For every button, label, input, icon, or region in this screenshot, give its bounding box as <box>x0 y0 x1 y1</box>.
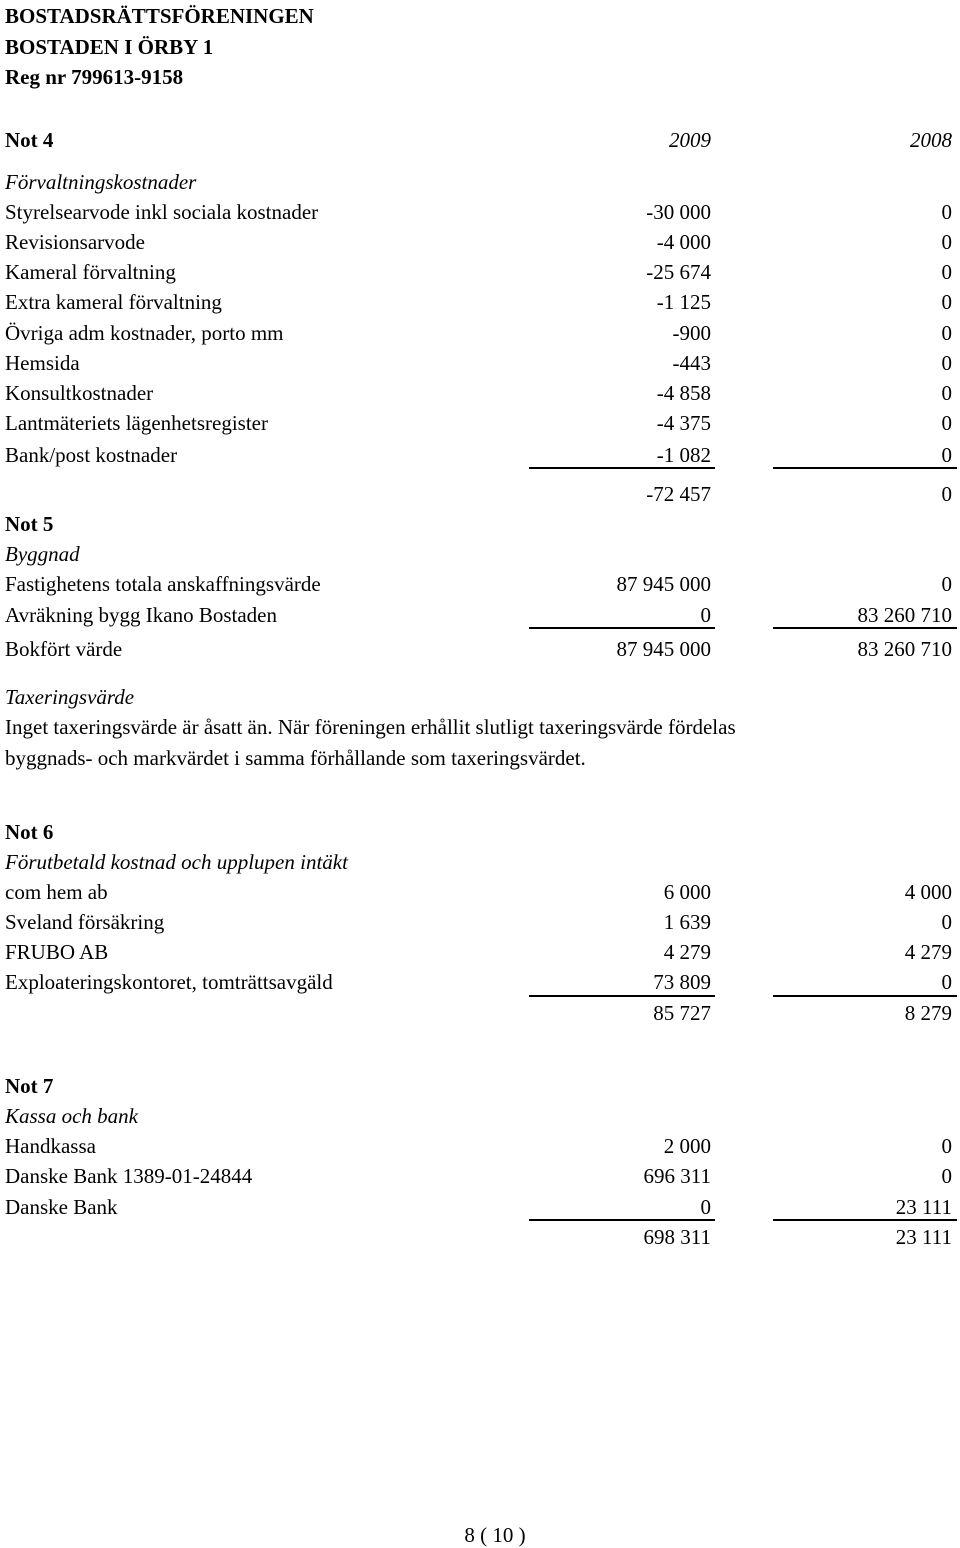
note-4-row-2008: 0 <box>941 230 952 254</box>
note-4-row-2009: -30 000 <box>646 200 711 224</box>
note-4-sum-rule-2009 <box>529 467 715 469</box>
note-6-row-2009: 73 809 <box>653 970 711 994</box>
note-6-subtitle: Förutbetald kostnad och upplupen intäkt <box>5 850 348 874</box>
note-7-row-2009: 2 000 <box>663 1134 711 1158</box>
note-6-total-2008: 8 279 <box>904 1001 952 1025</box>
org-name: BOSTADSRÄTTSFÖRENINGEN <box>5 4 314 28</box>
note-4-row-2009: -25 674 <box>646 260 711 284</box>
note-4-row-2009: -900 <box>672 321 711 345</box>
note-6-row-2008: 0 <box>941 910 952 934</box>
page-number: 8 ( 10 ) <box>464 1523 526 1547</box>
note-4-row-2008: 0 <box>941 260 952 284</box>
note-5-row-2008: 83 260 710 <box>857 603 952 627</box>
note-7-row-2008: 0 <box>941 1164 952 1188</box>
note-4-row-2008: 0 <box>941 443 952 467</box>
note-4-row-label: Hemsida <box>5 351 80 375</box>
note-7-row-2008: 0 <box>941 1134 952 1158</box>
note-7-row-2009: 696 311 <box>643 1164 711 1188</box>
org-reg-number: Reg nr 799613-9158 <box>5 65 184 89</box>
note-6-row-label: Exploateringskontoret, tomträttsavgäld <box>5 970 333 994</box>
note-4-row-2008: 0 <box>941 290 952 314</box>
note-4-subtitle: Förvaltningskostnader <box>5 170 197 194</box>
note-6-row-2009: 4 279 <box>663 940 711 964</box>
note-4-row-2008: 0 <box>941 381 952 405</box>
note-7-title: Not 7 <box>5 1074 54 1098</box>
year-2009-header: 2009 <box>669 128 711 152</box>
note-7-sum-rule-2009 <box>529 1219 715 1221</box>
note-4-row-2009: -1 082 <box>656 443 711 467</box>
note-5-row-2009: 0 <box>700 603 711 627</box>
note-4-row-2008: 0 <box>941 321 952 345</box>
note-7-total-2008: 23 111 <box>895 1225 952 1249</box>
note-4-row-label: Revisionsarvode <box>5 230 145 254</box>
note-6-title: Not 6 <box>5 820 54 844</box>
note-6-sum-rule-2008 <box>773 995 957 997</box>
note-4-row-label: Styrelsearvode inkl sociala kostnader <box>5 200 319 224</box>
note-7-row-2009: 0 <box>700 1195 711 1219</box>
note-6-row-2008: 0 <box>941 970 952 994</box>
note-7-total-2009: 698 311 <box>643 1225 711 1249</box>
note-7-row-label: Handkassa <box>5 1134 96 1158</box>
note-5-total-2009: 87 945 000 <box>616 637 711 661</box>
note-5-row-label: Fastighetens totala anskaffningsvärde <box>5 572 321 596</box>
note-5-total-label: Bokfört värde <box>5 637 123 661</box>
note-7-row-2008: 23 111 <box>895 1195 952 1219</box>
note-4-title: Not 4 <box>5 128 54 152</box>
note-5-row-2009: 87 945 000 <box>616 572 711 596</box>
note-4-row-label: Extra kameral förvaltning <box>5 290 222 314</box>
note-4-row-2008: 0 <box>941 200 952 224</box>
note-5-total-2008: 83 260 710 <box>857 637 952 661</box>
note-4-row-2009: -1 125 <box>656 290 711 314</box>
note-5-row-2008: 0 <box>941 572 952 596</box>
year-2008-header: 2008 <box>910 128 952 152</box>
note-4-row-2008: 0 <box>941 411 952 435</box>
note-6-row-2009: 1 639 <box>663 910 711 934</box>
note-5-sum-rule-2009 <box>529 627 715 629</box>
note-4-row-label: Lantmäteriets lägenhetsregister <box>5 411 268 435</box>
note-6-row-2008: 4 279 <box>904 940 952 964</box>
note-4-row-2009: -4 858 <box>656 381 711 405</box>
note-4-row-2009: -443 <box>672 351 711 375</box>
note-5-sum-rule-2008 <box>773 627 957 629</box>
note-6-row-label: Sveland försäkring <box>5 910 165 934</box>
note-4-total-2009: -72 457 <box>646 482 711 506</box>
tax-value-heading: Taxeringsvärde <box>5 685 135 709</box>
note-7-sum-rule-2008 <box>773 1219 957 1221</box>
note-4-sum-rule-2008 <box>773 467 957 469</box>
note-7-row-label: Danske Bank <box>5 1195 118 1219</box>
note-6-row-2008: 4 000 <box>904 880 952 904</box>
note-6-row-label: FRUBO AB <box>5 940 109 964</box>
tax-value-text: byggnads- och markvärdet i samma förhållande som taxeringsvärdet. <box>5 746 586 770</box>
note-4-row-label: Kameral förvaltning <box>5 260 176 284</box>
note-4-row-label: Bank/post kostnader <box>5 443 178 467</box>
note-6-row-2009: 6 000 <box>663 880 711 904</box>
note-5-title: Not 5 <box>5 512 54 536</box>
note-4-total-2008: 0 <box>941 482 952 506</box>
note-6-total-2009: 85 727 <box>653 1001 711 1025</box>
note-7-row-label: Danske Bank 1389-01-24844 <box>5 1164 253 1188</box>
org-subname: BOSTADEN I ÖRBY 1 <box>5 35 214 59</box>
tax-value-text: Inget taxeringsvärde är åsatt än. När föreningen erhållit slutligt taxeringsvärde fördelas <box>5 715 736 739</box>
note-4-row-label: Övriga adm kostnader, porto mm <box>5 321 284 345</box>
note-4-row-2009: -4 375 <box>656 411 711 435</box>
note-6-sum-rule-2009 <box>529 995 715 997</box>
note-4-row-label: Konsultkostnader <box>5 381 154 405</box>
note-5-subtitle: Byggnad <box>5 542 80 566</box>
note-7-subtitle: Kassa och bank <box>5 1104 138 1128</box>
note-5-row-label: Avräkning bygg Ikano Bostaden <box>5 603 277 627</box>
note-4-row-2008: 0 <box>941 351 952 375</box>
note-6-row-label: com hem ab <box>5 880 108 904</box>
note-4-row-2009: -4 000 <box>656 230 711 254</box>
